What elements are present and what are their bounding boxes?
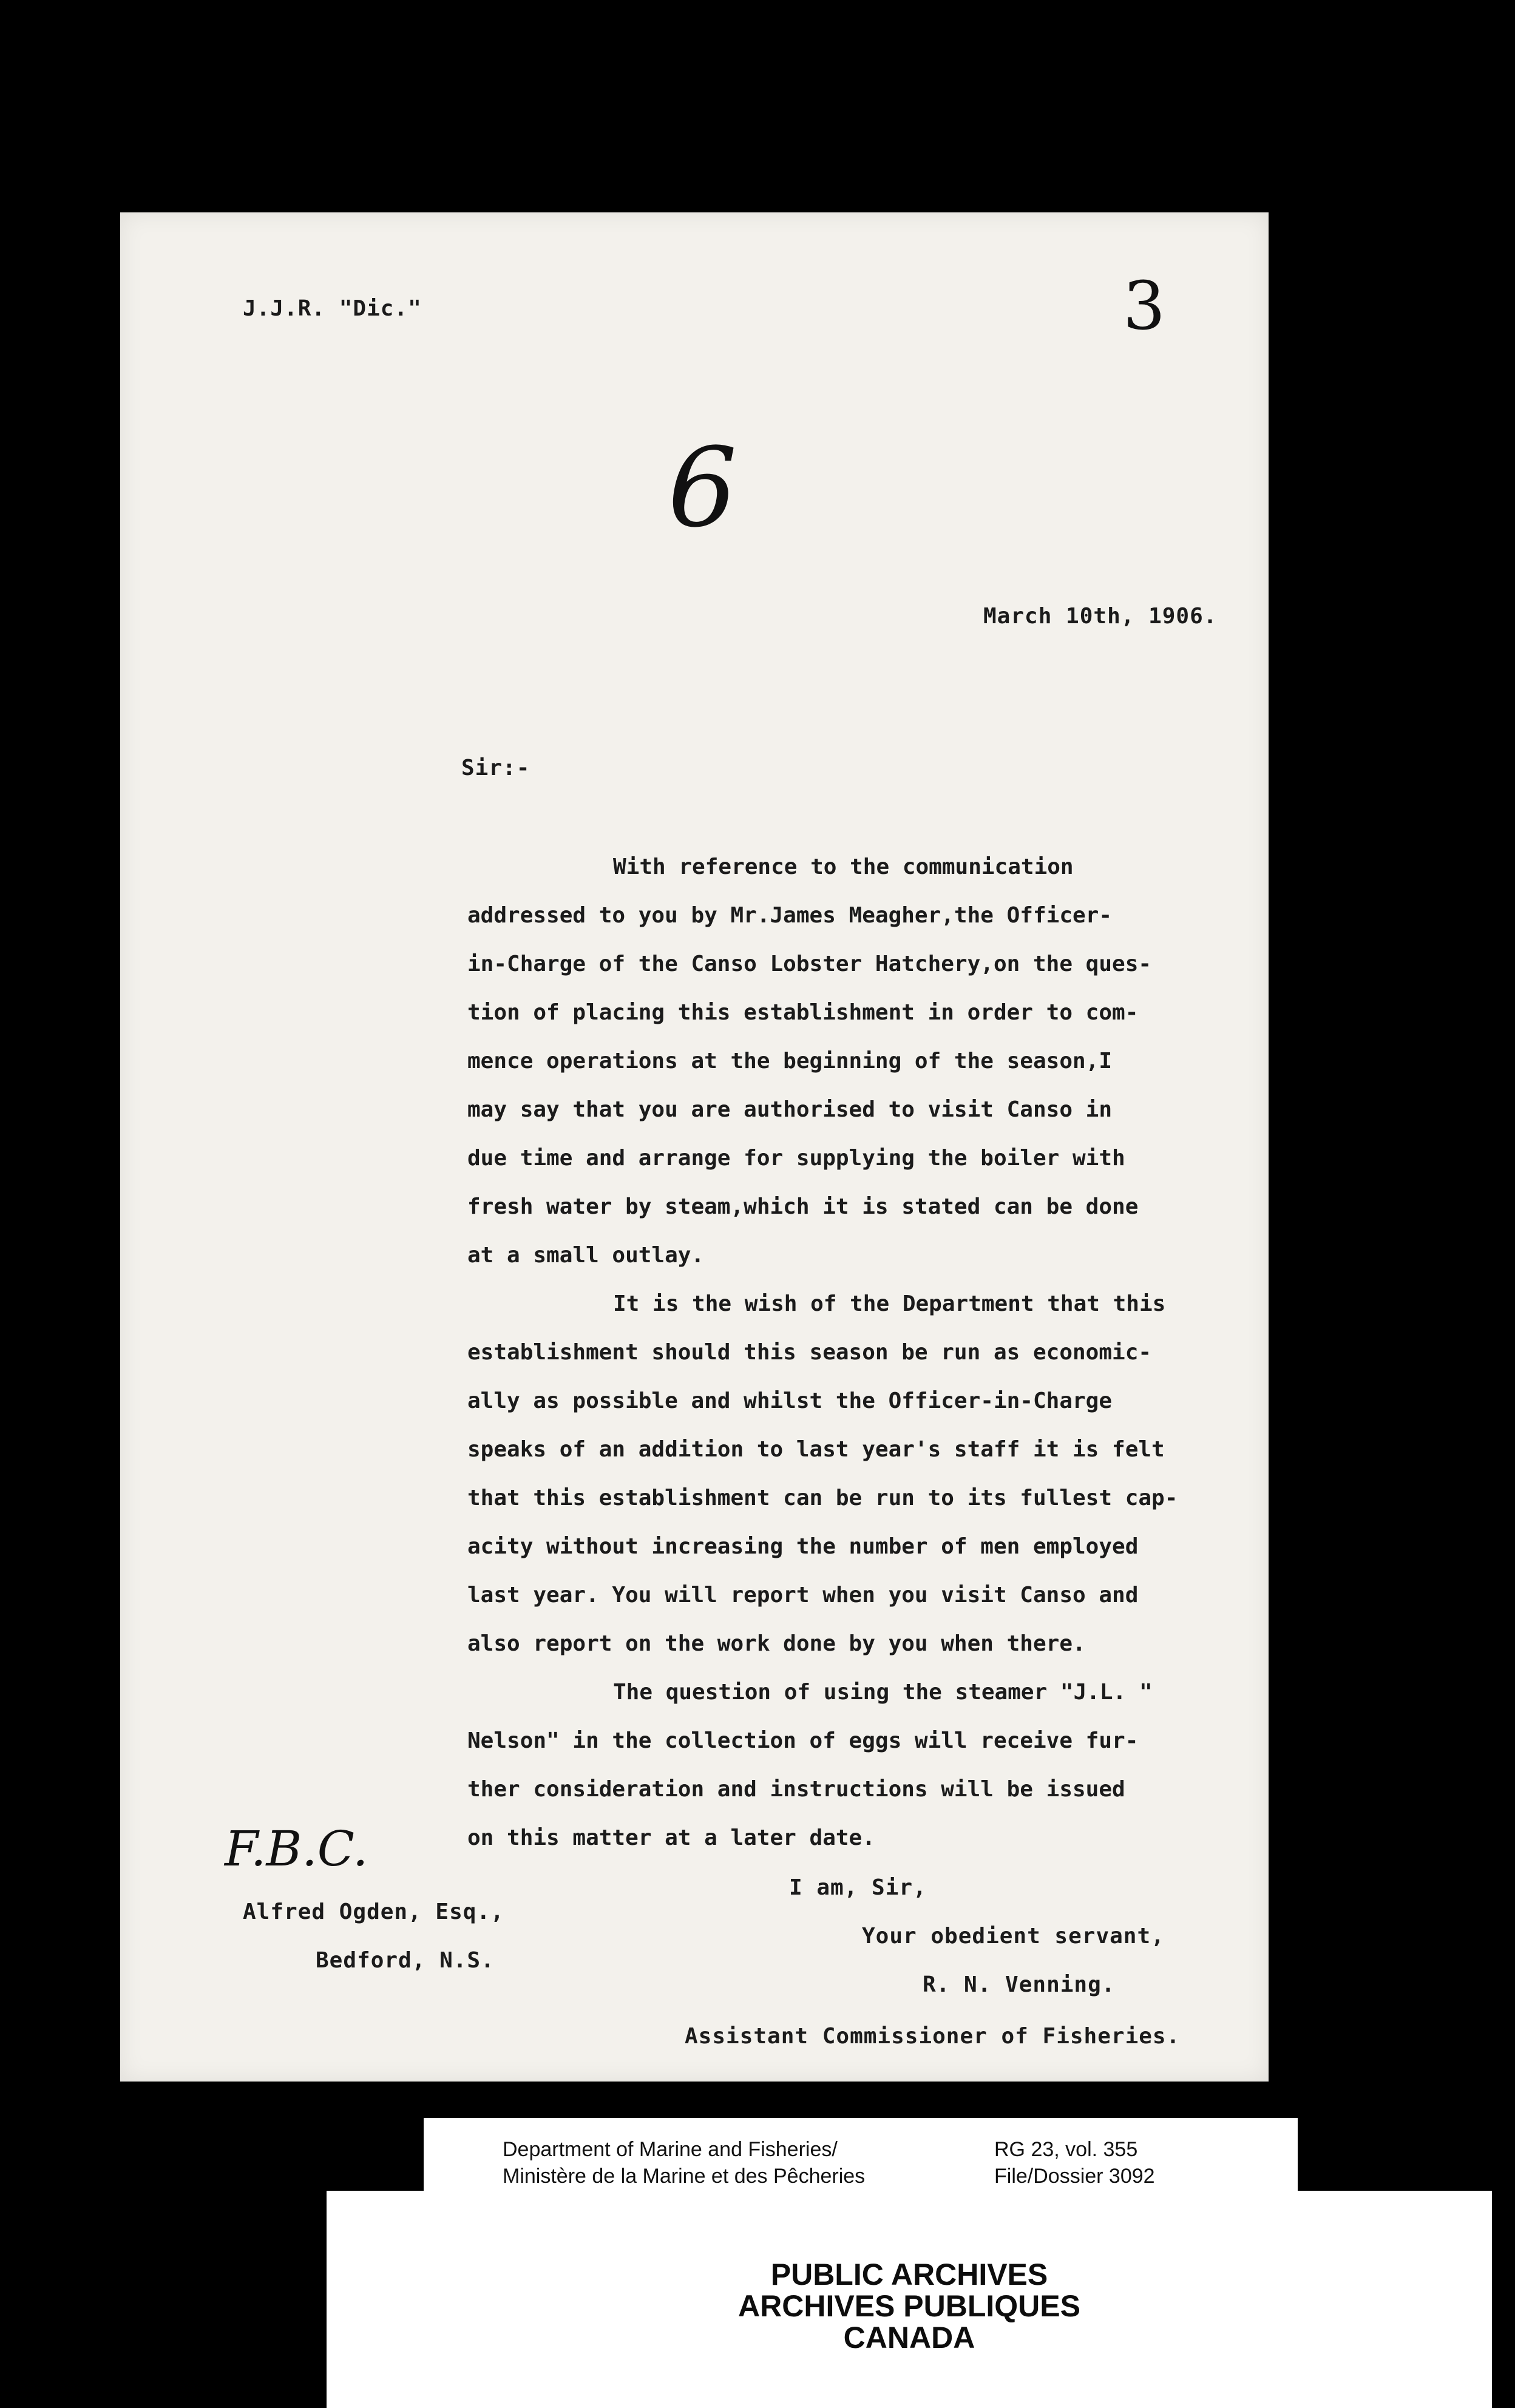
- body-line: The question of using the steamer "J.L. ": [613, 1680, 1153, 1705]
- closing: I am, Sir,: [789, 1875, 927, 1900]
- letter-date: March 10th, 1906.: [983, 604, 1218, 629]
- archive-label-department: [503, 2136, 865, 2190]
- body-line: in-Charge of the Canso Lobster Hatchery,on the ques-: [467, 952, 1152, 976]
- body-line: acity without increasing the number of men employed: [467, 1534, 1139, 1559]
- page-number: 3: [1123, 267, 1165, 345]
- handwritten-initials: F.B.C.: [225, 1821, 368, 1877]
- stamp-line-french: ARCHIVES PUBLIQUES: [738, 2289, 1080, 2323]
- department-french: Ministère de la Marine et des Pêcheries: [503, 2165, 866, 2188]
- archives-stamp: [327, 2191, 1492, 2408]
- file-dossier: File/Dossier 3092: [994, 2165, 1155, 2188]
- body-line: establishment should this season be run as economic-: [467, 1340, 1152, 1365]
- body-line: mence operations at the beginning of the season,I: [467, 1049, 1113, 1074]
- salutation: Sir:-: [461, 756, 530, 780]
- body-line: also report on the work done by you when there.: [467, 1631, 1086, 1656]
- body-line: With reference to the communication: [613, 854, 1074, 879]
- body-line: may say that you are authorised to visit Canso in: [467, 1097, 1113, 1122]
- body-line: last year. You will report when you visit Canso and: [467, 1583, 1139, 1608]
- body-line: Nelson" in the collection of eggs will receive fur-: [467, 1728, 1139, 1753]
- handwritten-mark: 6: [668, 425, 737, 552]
- stamp-line-country: CANADA: [843, 2321, 975, 2355]
- body-line: tion of placing this establishment in order to com-: [467, 1000, 1139, 1025]
- signature-name: R. N. Venning.: [923, 1972, 1116, 1997]
- department-english: Department of Marine and Fisheries/: [503, 2138, 838, 2161]
- body-line: fresh water by steam,which it is stated can be done: [467, 1194, 1139, 1219]
- body-line: that this establishment can be run to its fullest cap-: [467, 1486, 1178, 1510]
- file-reference: J.J.R. "Dic.": [243, 296, 422, 321]
- body-line: at a small outlay.: [467, 1243, 705, 1268]
- addressee-name: Alfred Ogden, Esq.,: [243, 1899, 504, 1924]
- body-line: speaks of an addition to last year's staff it is felt: [467, 1437, 1165, 1462]
- signature-title: Assistant Commissioner of Fisheries.: [685, 2024, 1181, 2049]
- body-line: ther consideration and instructions will be issued: [467, 1777, 1125, 1802]
- body-line: due time and arrange for supplying the boiler with: [467, 1146, 1125, 1171]
- stamp-line-english: PUBLIC ARCHIVES: [770, 2258, 1048, 2291]
- body-line: ally as possible and whilst the Officer-in-Charge: [467, 1388, 1113, 1413]
- closing-servant: Your obedient servant,: [862, 1924, 1165, 1949]
- body-line: on this matter at a later date.: [467, 1825, 875, 1850]
- body-line: It is the wish of the Department that this: [613, 1291, 1166, 1316]
- record-group: RG 23, vol. 355: [994, 2138, 1138, 2161]
- addressee-place: Bedford, N.S.: [316, 1948, 495, 1973]
- body-line: addressed to you by Mr.James Meagher,the Officer-: [467, 903, 1113, 928]
